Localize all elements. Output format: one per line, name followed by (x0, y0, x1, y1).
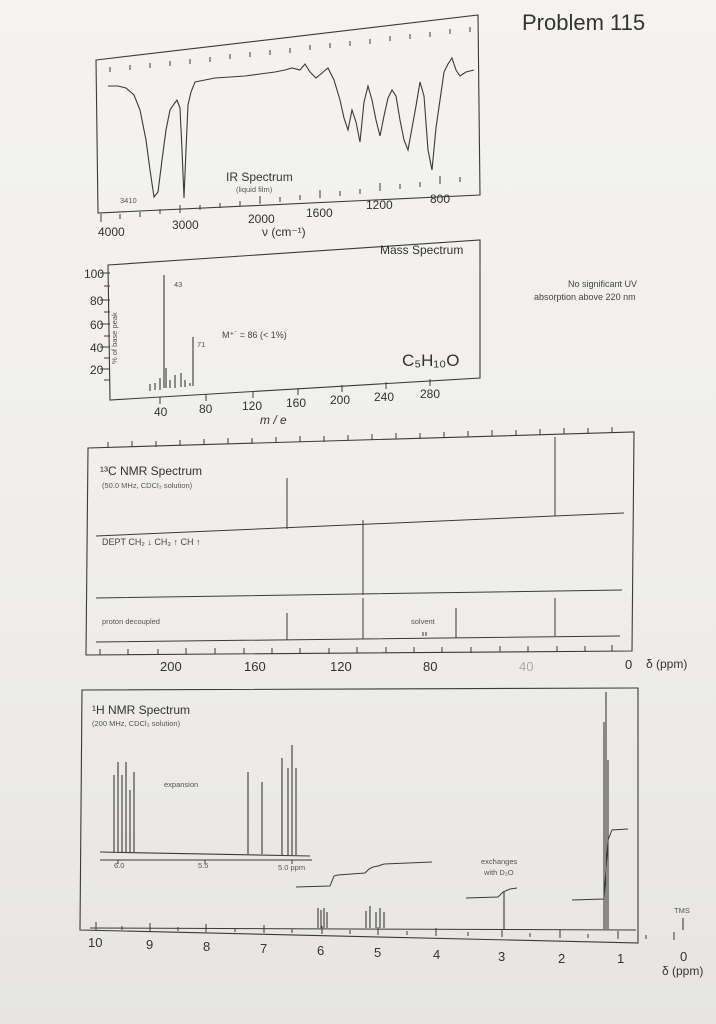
h1-exp-tick-6: 6.0 (114, 861, 125, 870)
h1-tick-3: 3 (498, 949, 506, 964)
ms-title: Mass Spectrum (380, 243, 464, 257)
h1-tick-0: 0 (680, 949, 688, 964)
ms-x-160: 160 (286, 396, 307, 410)
h1-tick-9: 9 (146, 937, 154, 952)
h1-tick-7: 7 (260, 941, 268, 956)
c13-dept-spectrum (96, 520, 622, 598)
ir-tick-4000: 4000 (98, 225, 125, 239)
ms-y-20: 20 (90, 363, 104, 377)
h1-subtitle: (200 MHz, CDCl₃ solution) (92, 719, 181, 728)
ir-peak-label: 3410 (120, 196, 137, 205)
c13-tick-80: 80 (423, 659, 438, 674)
h1-tick-1: 1 (617, 951, 625, 966)
ms-formula: C₅H₁₀O (402, 351, 460, 370)
h1-integration (296, 829, 628, 900)
ms-y-40: 40 (90, 341, 104, 355)
ir-tick-3000: 3000 (172, 218, 199, 232)
ir-xlabel: ν (cm⁻¹) (262, 225, 306, 239)
ms-y-80: 80 (90, 294, 104, 308)
ms-xlabel: m / e (260, 413, 287, 427)
ms-ylabel: % of base peak (110, 312, 119, 364)
h1-title: ¹H NMR Spectrum (92, 703, 191, 717)
c13-axis-unit: δ (ppm) (646, 657, 688, 671)
problem-title: Problem 115 (522, 10, 646, 35)
ir-tick-1600: 1600 (306, 206, 333, 220)
c13-proton-decoupled-label: proton decoupled (102, 617, 160, 626)
ms-x-80: 80 (199, 402, 213, 416)
h1-tms-label: TMS (674, 906, 690, 915)
c13-title: ¹³C NMR Spectrum (100, 464, 203, 478)
h1-tick-8: 8 (203, 939, 211, 954)
ir-tick-800: 800 (430, 192, 451, 206)
ms-y-60: 60 (90, 318, 104, 332)
uv-note-line2: absorption above 220 nm (534, 292, 636, 302)
h1-tick-6: 6 (317, 943, 325, 958)
c13-tick-40: 40 (519, 659, 534, 674)
ms-peak-43-label: 43 (174, 280, 183, 289)
h1-expansion-peaks (100, 745, 310, 856)
h1-exp-tick-5: 5.0 ppm (278, 863, 306, 872)
ir-subtitle: (liquid film) (236, 185, 273, 194)
h1-exchanges-line1: exchanges (481, 857, 518, 866)
h1-exp-tick-5-5: 5.5 (198, 861, 209, 870)
h1-expansion-label: expansion (164, 780, 199, 789)
ms-x-200: 200 (330, 393, 351, 407)
ms-peak-71-label: 71 (197, 340, 206, 349)
h1-tick-2: 2 (558, 951, 566, 966)
c13-tick-120: 120 (330, 659, 352, 674)
h1-tick-10: 10 (88, 935, 103, 950)
ir-top-ticks (110, 27, 470, 72)
c13-solvent-label: solvent (411, 617, 435, 626)
h1-exchanges-line2: with D₂O (484, 868, 514, 877)
ms-x-120: 120 (242, 399, 263, 413)
h1-baseline (90, 928, 636, 930)
c13-decoupled-spectrum (96, 598, 620, 642)
c13-tick-160: 160 (244, 659, 266, 674)
c13-tick-0: 0 (625, 657, 633, 672)
ms-x-240: 240 (374, 390, 395, 404)
ms-molecular-ion: M⁺˙ = 86 (< 1%) (222, 330, 287, 340)
ir-title: IR Spectrum (226, 170, 293, 184)
h1-axis-unit: δ (ppm) (662, 964, 704, 978)
ir-tick-2000: 2000 (248, 212, 275, 226)
ir-tick-1200: 1200 (366, 198, 393, 212)
uv-note-line1: No significant UV (568, 279, 638, 289)
h1-tick-5: 5 (374, 945, 382, 960)
ms-x-40: 40 (154, 405, 168, 419)
ms-x-280: 280 (420, 387, 441, 401)
ms-peaks (150, 275, 193, 391)
h1-tick-4: 4 (433, 947, 441, 962)
c13-subtitle: (50.0 MHz, CDCl₃ solution) (102, 481, 193, 490)
ms-y-100: 100 (84, 267, 105, 281)
c13-dept-label: DEPT CH₂ ↓ CH₃ ↑ CH ↑ (102, 537, 201, 547)
c13-tick-200: 200 (160, 659, 182, 674)
